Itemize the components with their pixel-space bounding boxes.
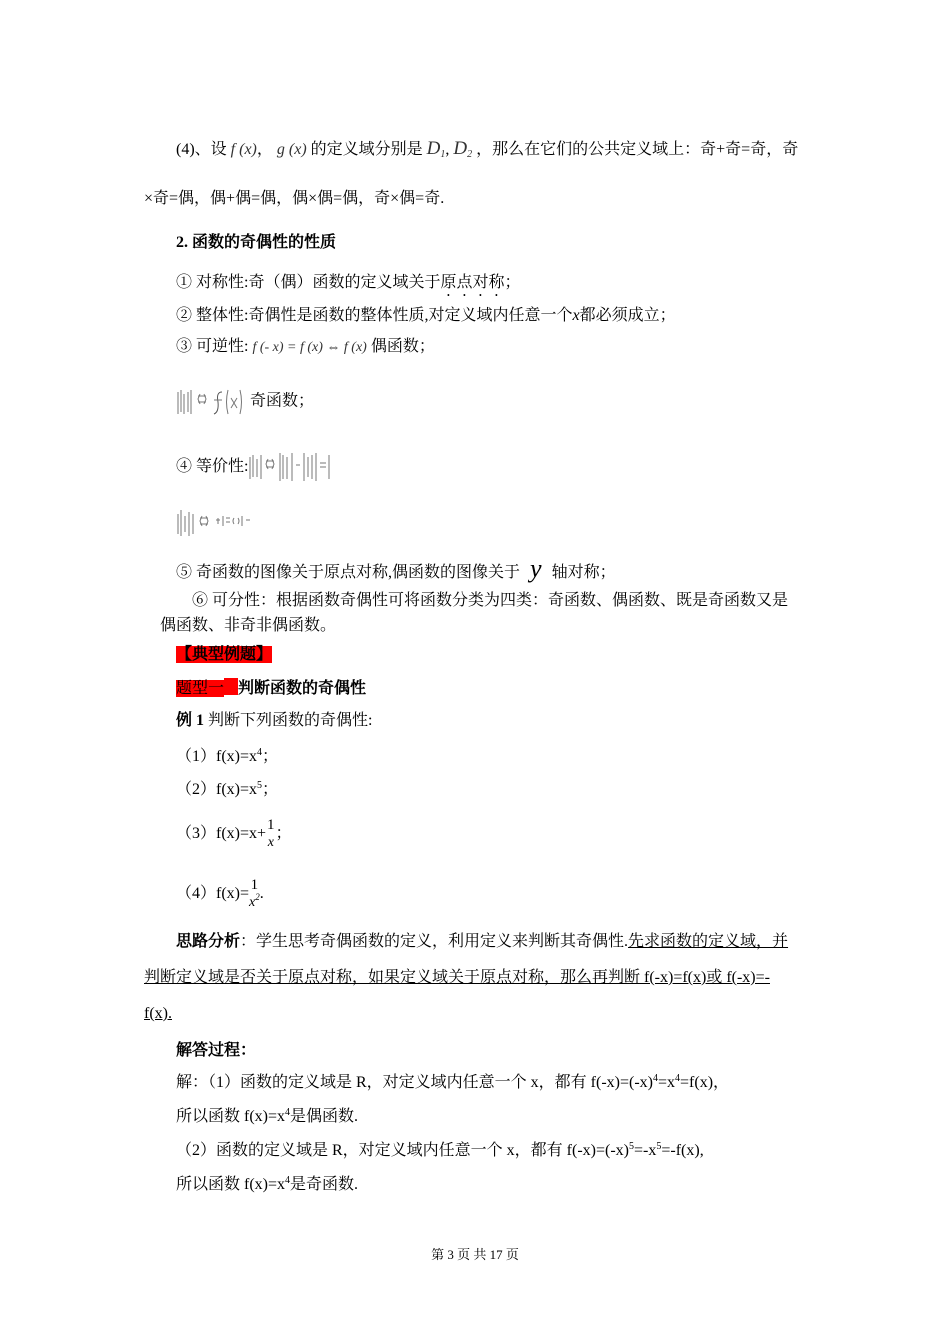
analysis-line2: 判断定义域是否关于原点对称，如果定义域关于原点对称，那么再判断 f(-x)=f(x)或 f(-x)=- — [144, 969, 770, 986]
paragraph-4-line1: (4)、设 f (x)， g (x) 的定义域分别是 $D_1$, $D_2$ ，那么在它们的公共定义域上：奇+奇=奇，奇 — [176, 138, 799, 160]
domain-d1: $D_1$ — [426, 138, 446, 160]
prop1-prefix: ① 对称性:奇（偶）函数的定义域关于 — [176, 274, 441, 291]
prop3-suffix: 偶函数； — [370, 338, 435, 355]
prop1-suffix: ； — [504, 274, 521, 291]
page-footer: 第 3 页 共 17 页 — [431, 1247, 519, 1262]
solution-1a: 解：（1）函数的定义域是 R，对定义域内任意一个 x，都有 $f(-x)=(-x)^4=x^4=f(x)$， — [176, 1073, 730, 1091]
item-1: $(1)f(x)=x^4$； — [176, 747, 279, 765]
prop4-text: ④ 等价性: — [176, 458, 249, 475]
item-2: $(2)f(x)=x^5$； — [176, 780, 279, 798]
property-4-line2 — [176, 506, 252, 540]
property-6-line1: ⑥ 可分性：根据函数奇偶性可将函数分类为四类：奇函数、偶函数、既是奇函数又是 — [192, 592, 789, 609]
property-4 — [176, 449, 332, 485]
fraction: 1 x — [267, 817, 275, 851]
type-1-label: 题型一 — [176, 680, 225, 697]
item-3: （3）f(x)=x+ 1 x ； — [176, 817, 292, 851]
broken-formula-image — [176, 506, 252, 540]
broken-formula-image — [248, 449, 332, 485]
type-1-heading — [176, 678, 366, 699]
solution-2b: 所以函数 $f(x)=x^4$是奇函数. — [176, 1175, 359, 1193]
g-x-formula: g (x) — [276, 141, 307, 158]
analysis-label: 思路分析 — [176, 933, 241, 950]
fraction: 1 $x^2$ — [249, 877, 260, 911]
section-2-title: 2. 函数的奇偶性的性质 — [176, 234, 337, 251]
analysis-line1 — [176, 932, 788, 952]
solution-label: 解答过程： — [176, 1042, 257, 1059]
prop2-x: x — [572, 307, 580, 324]
prop2-text: ② 整体性:奇偶性是函数的整体性质,对定义域内任意一个 — [176, 307, 573, 324]
property-3-odd — [176, 386, 314, 418]
domain-d2: $D_2$ — [453, 138, 473, 160]
item-4: （4）f(x)= 1 $x^2$ . — [176, 877, 264, 911]
prop5-text: ⑤ 奇函数的图像关于原点对称,偶函数的图像关于 — [176, 564, 521, 581]
analysis-line3: f(x). — [144, 1005, 172, 1022]
prop3b-suffix: 奇函数； — [250, 392, 315, 410]
red-block — [224, 678, 238, 695]
example-1-text: 判断下列函数的奇偶性: — [208, 712, 373, 729]
property-5 — [176, 554, 616, 585]
prop3-formula: f (- x) = f (x) ⇔ f (x) — [252, 340, 367, 355]
p4-tail: ，那么在它们的公共定义域上：奇+奇=奇，奇 — [476, 141, 799, 158]
property-2 — [176, 306, 676, 326]
broken-formula-image — [176, 386, 246, 418]
property-3 — [176, 337, 435, 358]
examples-heading — [176, 645, 272, 665]
analysis-text: ：学生思考奇偶函数的定义，利用定义来判断其奇偶性. — [240, 933, 629, 950]
prop5-y: y — [530, 554, 542, 583]
prop3-text: ③ 可逆性: — [176, 338, 249, 355]
f-x-formula: f (x) — [230, 141, 257, 158]
p4-mid: 的定义域分别是 — [310, 141, 423, 158]
p4-prefix: (4)、设 — [176, 141, 227, 158]
example-1 — [176, 711, 372, 731]
solution-1b: 所以函数 $f(x)=x^4$是偶函数. — [176, 1107, 359, 1125]
examples-heading-text: 【典型例题】 — [176, 646, 273, 663]
prop2-suffix: 都必须成立； — [579, 307, 676, 324]
analysis-underlined: 先求函数的定义域，并 — [628, 933, 789, 950]
type-1-title: 判断函数的奇偶性 — [238, 680, 367, 697]
prop5-suffix: 轴对称； — [551, 564, 616, 581]
property-1 — [176, 273, 520, 300]
solution-2a: （2）函数的定义域是 R，对定义域内任意一个 x，都有 $f(-x)=(-x)^5=-x^5=-f(x)$, — [176, 1141, 704, 1159]
property-6-line2: 偶函数、非奇非偶函数。 — [160, 617, 337, 634]
paragraph-4-line2: ×奇=偶，偶+偶=偶，偶×偶=偶，奇×偶=奇. — [144, 190, 445, 207]
prop1-dotted: 原点对称 — [440, 274, 505, 291]
example-1-label: 例 1 — [176, 712, 205, 729]
